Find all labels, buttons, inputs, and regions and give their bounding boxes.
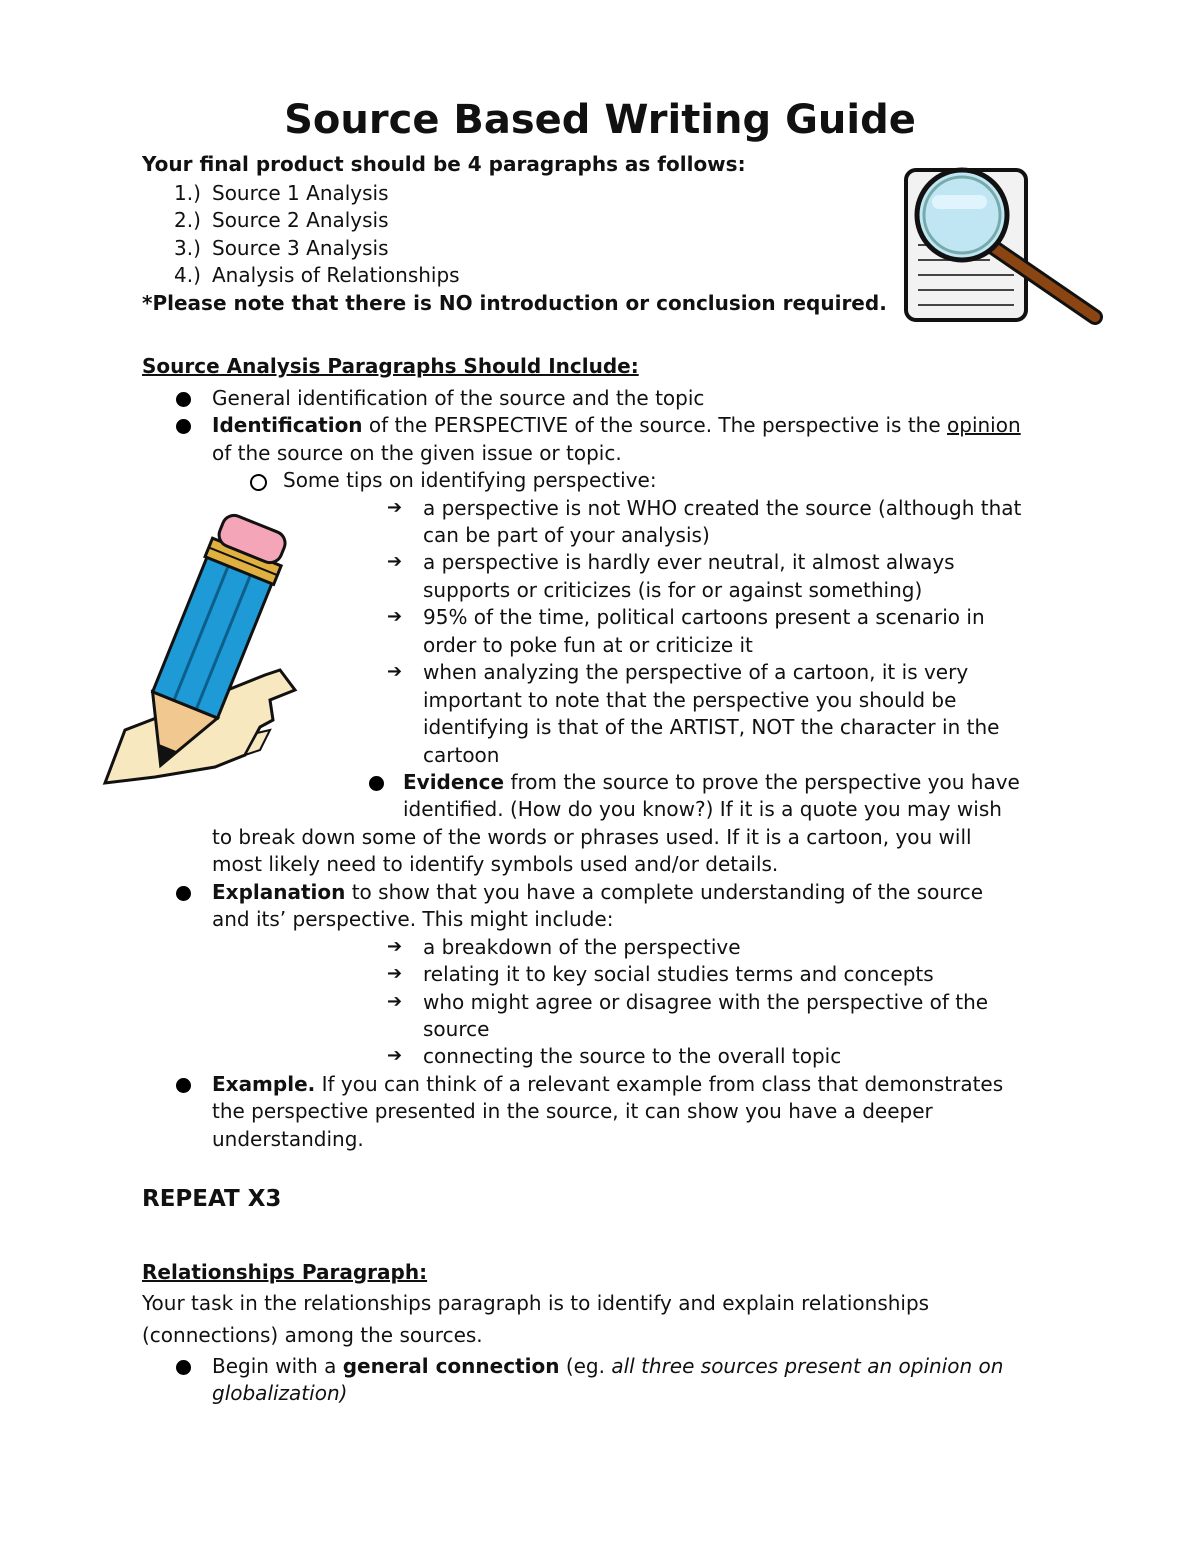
bullet-text [212,1352,1003,1380]
bold-term: Example. [212,1072,316,1096]
tips-heading: Some tips on identifying perspective: [283,468,657,492]
bullet-icon [176,392,191,407]
pencil-paper-icon [95,505,385,790]
text-fragment: from the source to prove the perspective you have [504,770,1020,794]
tip-line: order to poke fun at or criticize it [423,633,753,657]
text-fragment: to show that you have a complete understanding of the source [345,880,984,904]
bold-term: Evidence [403,770,505,794]
underlined-term: opinion [947,413,1021,437]
bold-term: Explanation [212,880,346,904]
tip-line: 95% of the time, political cartoons present a scenario in [423,605,985,629]
bullet-text: General identification of the source and the topic [212,386,705,410]
arrow-icon: ➔ [387,1045,403,1066]
bullet-icon [369,776,384,791]
hollow-bullet-icon [250,474,267,491]
list-item [174,234,389,262]
bold-term: general connection [342,1354,560,1378]
arrow-icon: ➔ [387,661,403,682]
tip-line: cartoon [423,743,500,767]
text-fragment: Begin with a [212,1354,343,1378]
arrow-icon: ➔ [387,991,403,1012]
tip-line: important to note that the perspective you should be [423,688,957,712]
magnifier-document-icon [900,165,1110,330]
italic-text: all three sources present an opinion on [611,1354,1004,1378]
text-fragment: If you can think of a relevant example from class that demonstrates [315,1072,1004,1096]
tip-line: supports or criticizes (is for or against something) [423,578,923,602]
explanation-item-cont: source [423,1017,490,1041]
list-number: 2.) [174,208,201,232]
bullet-text-cont: and its’ perspective. This might include: [212,907,614,931]
repeat-label: REPEAT X3 [142,1186,282,1212]
bullet-text [212,411,1021,439]
bullet-icon [176,1078,191,1093]
list-item [174,179,389,207]
explanation-item: a breakdown of the perspective [423,935,741,959]
explanation-item: relating it to key social studies terms and concepts [423,962,934,986]
bullet-text [212,1070,1003,1098]
arrow-icon: ➔ [387,606,403,627]
body-text: Your task in the relationships paragraph is to identify and explain relationships [142,1291,930,1315]
arrow-icon: ➔ [387,936,403,957]
list-number: 3.) [174,236,201,260]
section-heading: Source Analysis Paragraphs Should Include: [142,354,639,378]
arrow-icon: ➔ [387,497,403,518]
bullet-text-cont: to break down some of the words or phrases used. If it is a cartoon, you will [212,825,972,849]
section-heading: Relationships Paragraph: [142,1260,428,1284]
list-number: 1.) [174,181,201,205]
bullet-text-cont: of the source on the given issue or topic. [212,441,622,465]
bullet-text-cont: understanding. [212,1127,364,1151]
bullet-icon [176,419,191,434]
bullet-icon [176,1360,191,1375]
tip-line: identifying is that of the ARTIST, NOT the character in the [423,715,1000,739]
bullet-text-cont: the perspective presented in the source, it can show you have a deeper [212,1099,933,1123]
bullet-text-cont: most likely need to identify symbols used and/or details. [212,852,779,876]
list-number: 4.) [174,263,201,287]
bullet-icon [176,886,191,901]
list-item [174,261,460,289]
bullet-text [212,878,983,906]
list-text: Source 3 Analysis [212,236,389,260]
explanation-item: who might agree or disagree with the perspective of the [423,990,989,1014]
arrow-icon: ➔ [387,963,403,984]
bullet-text-cont: identified. (How do you know?) If it is a quote you may wish [403,797,1002,821]
tip-line: when analyzing the perspective of a cartoon, it is very [423,660,969,684]
bold-term: Identification [212,413,363,437]
list-text: Source 2 Analysis [212,208,389,232]
text-fragment: (eg. [559,1354,612,1378]
list-text: Analysis of Relationships [212,263,460,287]
note-text: *Please note that there is NO introduction or conclusion required. [142,291,887,315]
body-text: (connections) among the sources. [142,1323,483,1347]
arrow-icon: ➔ [387,551,403,572]
intro-text: Your final product should be 4 paragraphs as follows: [142,152,746,176]
tip-line: a perspective is not WHO created the source (although that [423,496,1022,520]
page-title: Source Based Writing Guide [284,97,916,143]
tip-line: a perspective is hardly ever neutral, it almost always [423,550,955,574]
bullet-text [403,768,1020,796]
explanation-item: connecting the source to the overall topic [423,1044,842,1068]
list-text: Source 1 Analysis [212,181,389,205]
text-fragment: of the PERSPECTIVE of the source. The perspective is the [362,413,948,437]
list-item [174,206,389,234]
bullet-text-cont: globalization) [212,1381,348,1405]
tip-line: can be part of your analysis) [423,523,710,547]
